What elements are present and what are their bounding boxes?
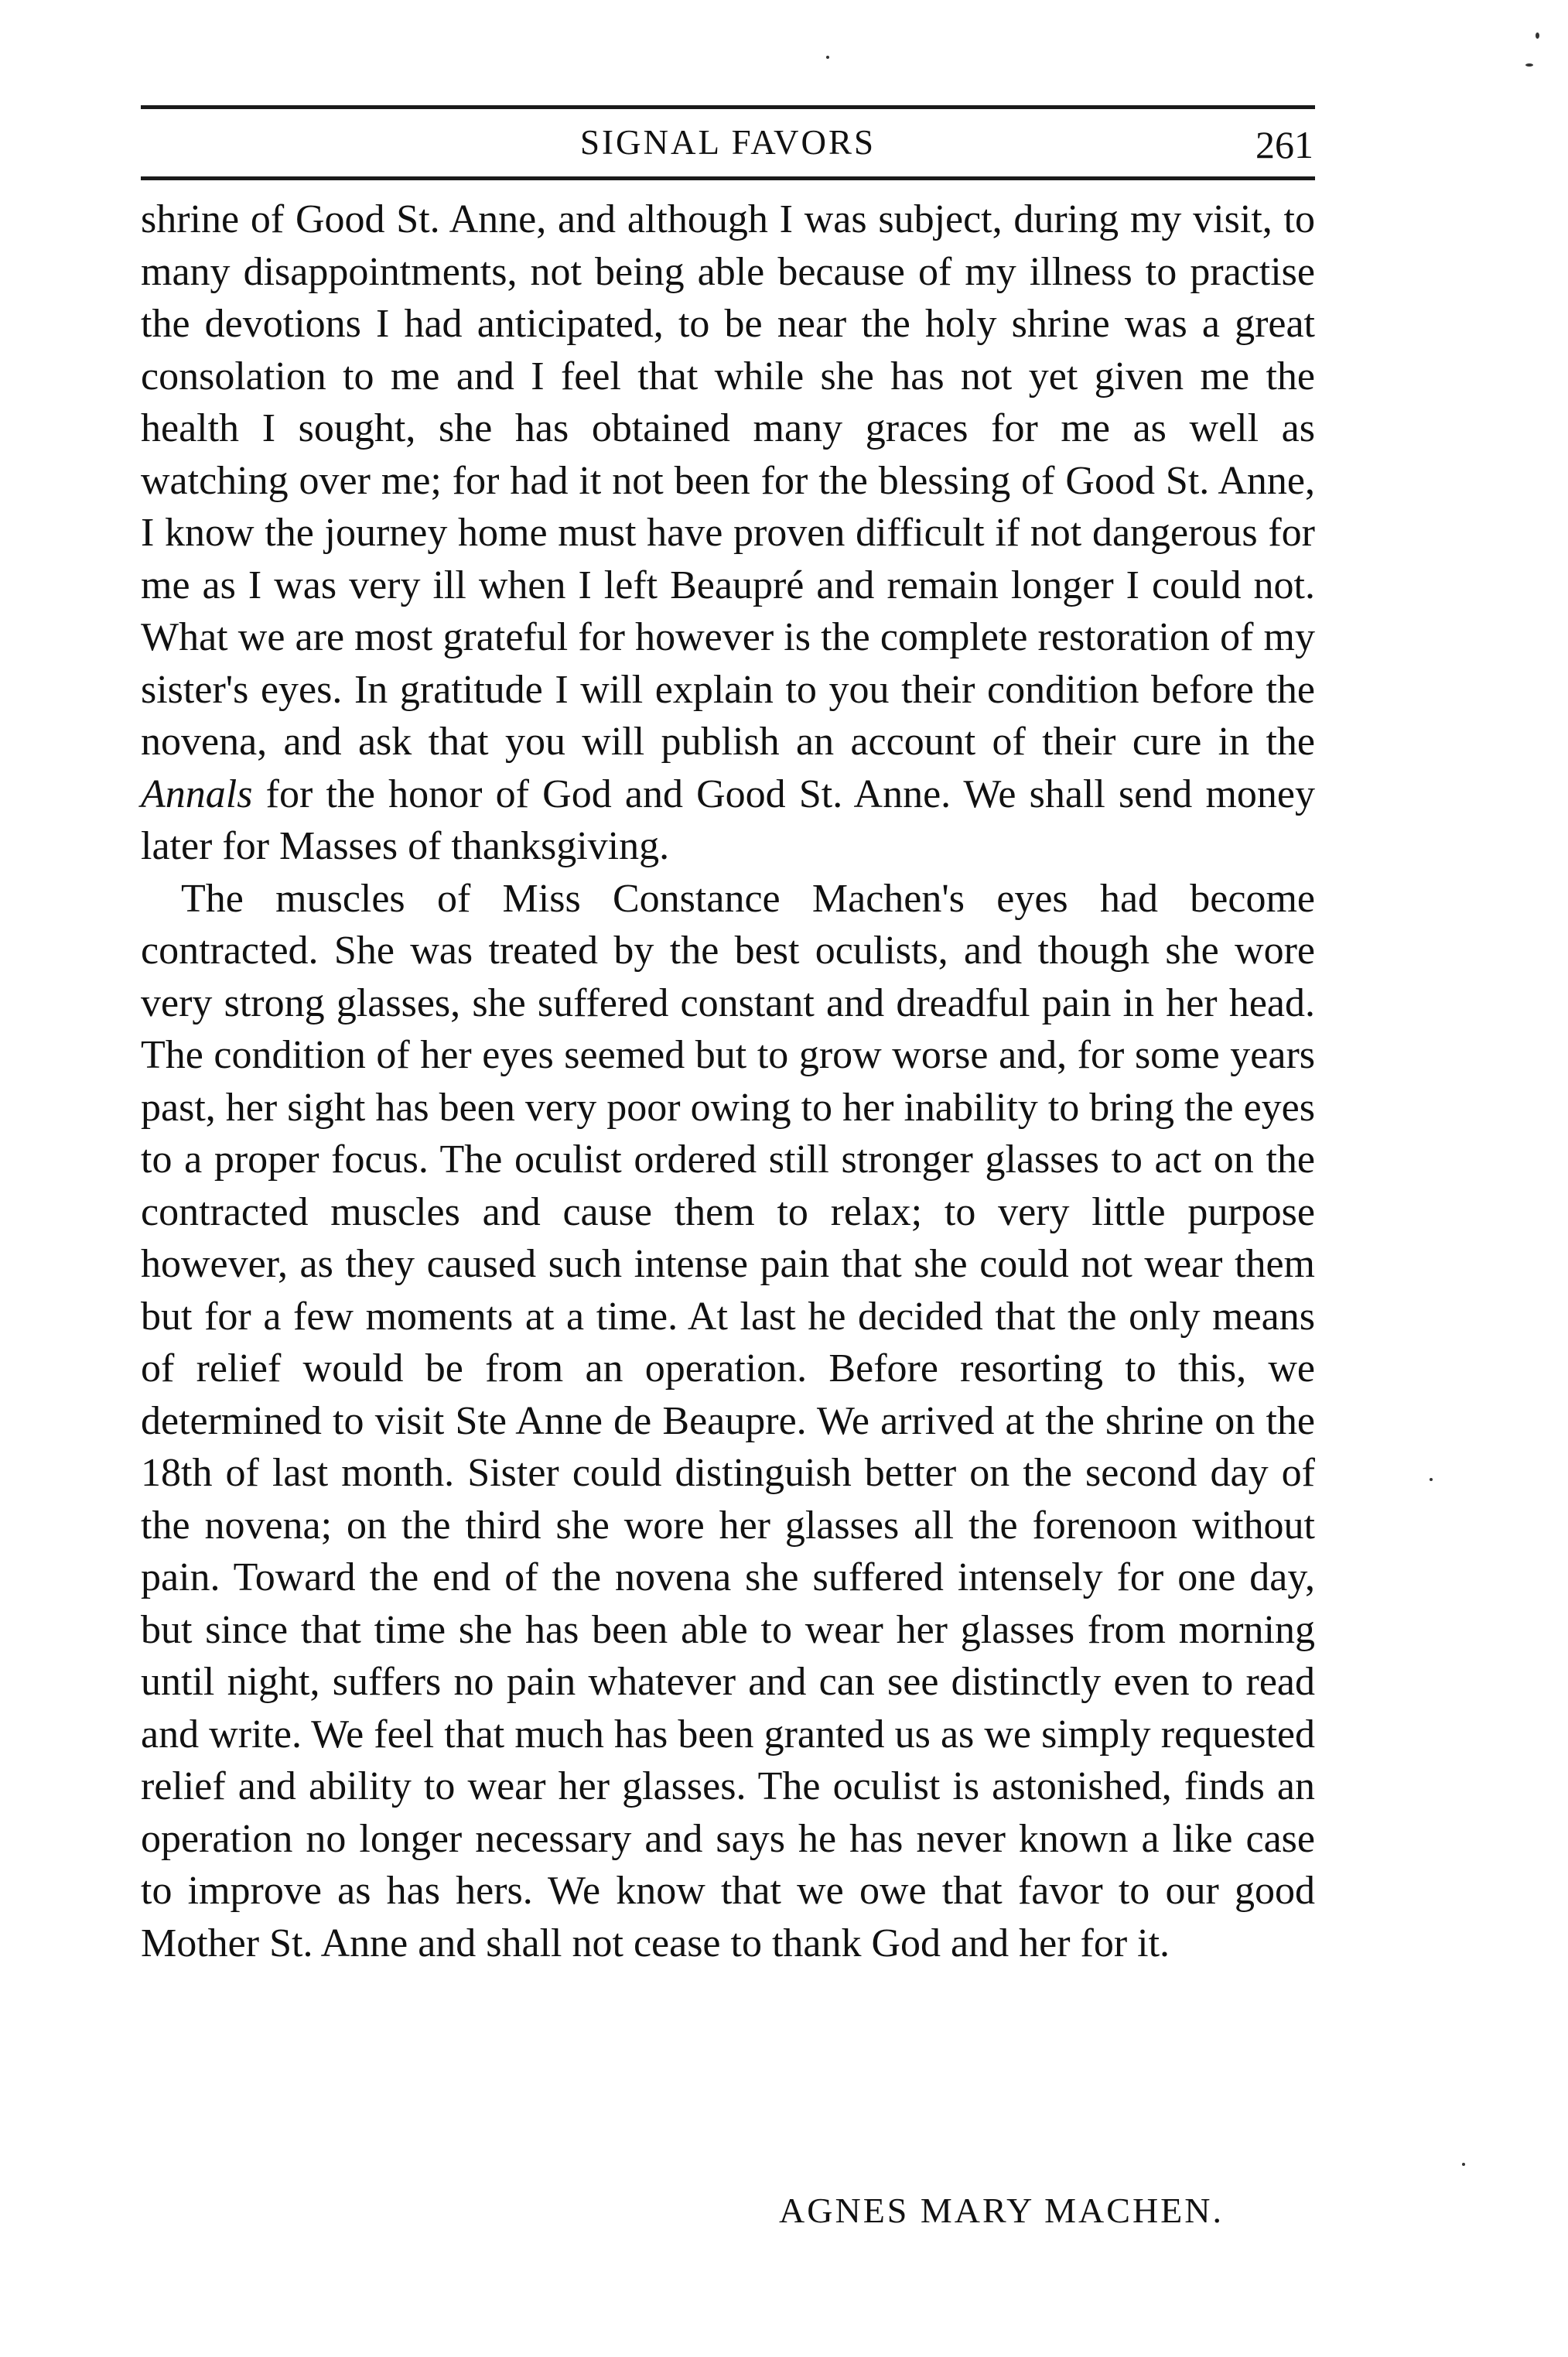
paragraph-2: The muscles of Miss Constance Machen's eyes had become contracted. She was treated by the best oculists, and though she wore very strong glasses, she suffered constant and dreadful pain in her head. The condition of her eyes seemed but to grow worse and, for some years past, her sight has been very poor owing to her inability to bring the eyes to a proper focus. The oculist ordered still stronger glasses to act on the contracted muscles and cause them to relax; to very little purpose however, as they caused such intense pain that she could not wear them but for a few moments at a time. At last he decided that the only means of relief would be from an operation. Before resorting to this, we determined to visit Ste Anne de Beaupre. We arrived at the shrine on the 18th of last month. Sister could distinguish better on the second day of the novena; on the third she wore her glasses all the forenoon without pain. Toward the end of the novena she suffered intensely for one day, but since that time she has been able to wear her glasses from morning until night, suffers no pain whatever and can see distinctly even to read and write. We feel that much has been granted us as we simply requested relief and ability to wear her glasses. The oculist is astonished, finds an operation no longer necessary and says he has never known a like case to improve as has hers. We know that we owe that favor to our good Mother St. Anne and shall not cease to thank God and her for it. [141,876,1315,1965]
margin-speck [826,56,829,59]
paragraph-1-end: for the honor of God and Good St. Anne. We shall send money later for Masses of thanksgiving. [141,771,1315,868]
signature: AGNES MARY MACHEN. [779,2191,1224,2230]
body-text [141,193,1315,1969]
margin-speck [1536,32,1539,39]
paragraph-1-text: shrine of Good St. Anne, and although I was subject, during my visit, to many disappointments, not being able because of my illness to practise the devotions I had anticipated, to be near the holy shrine was a great consolation to me and I feel that while she has not yet given me the health I sought, she has obtained many graces for me as well as watching over me; for had it not been for the blessing of Good St. Anne, I know the journey home must have proven difficult if not dangerous for me as I was very ill when I left Beaupré and remain longer I could not. What we are most grateful for however is the complete restoration of my sister's eyes. In gratitude I will explain to you their condition before the novena, and ask that you will publish an account of their cure in the [141,197,1315,764]
top-rule [141,105,1315,109]
margin-speck [1462,2163,1465,2166]
running-head: SIGNAL FAVORS [580,123,876,162]
header-rule [141,176,1315,180]
paragraph-1 [141,193,1315,873]
annals-title: Annals [141,771,253,816]
page-number: 261 [1255,123,1313,166]
margin-speck [1525,63,1533,67]
page-header [141,122,1315,169]
margin-speck [1430,1478,1433,1481]
